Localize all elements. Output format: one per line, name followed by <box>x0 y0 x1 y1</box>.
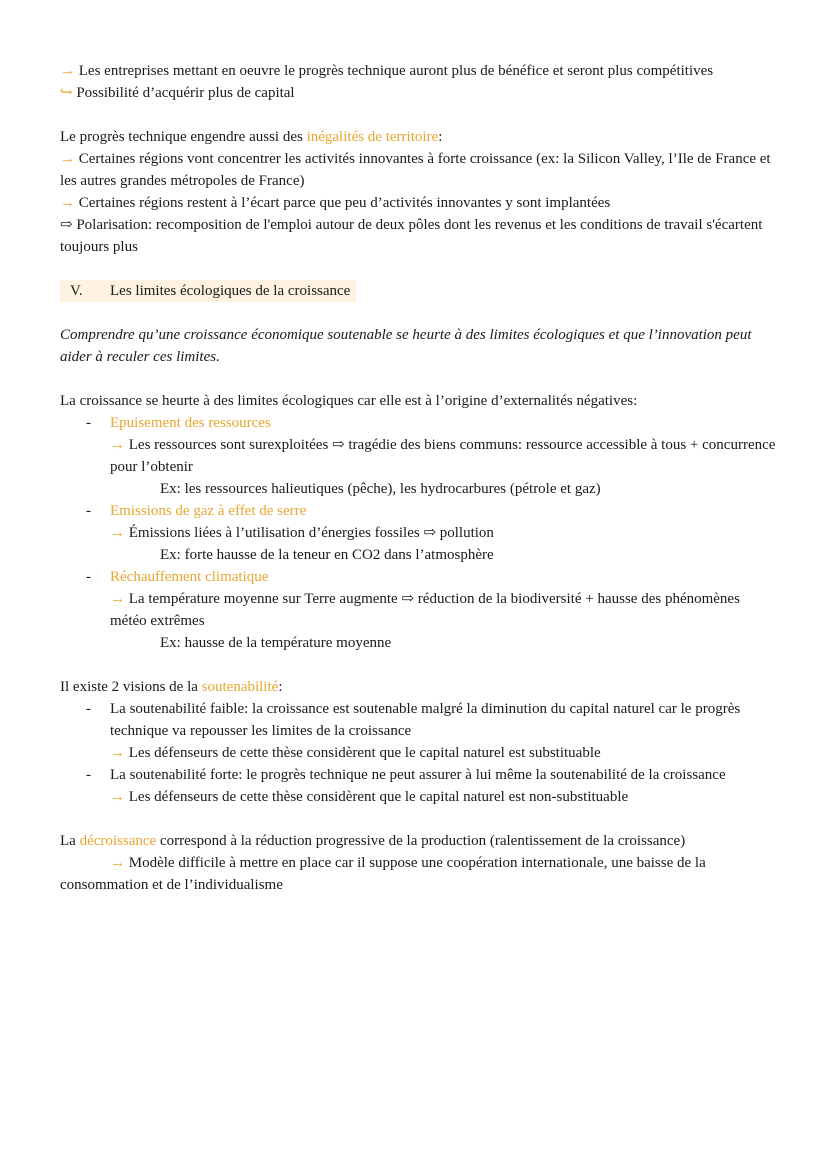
list-item <box>60 698 780 764</box>
highlight-term: décroissance <box>79 833 157 849</box>
arrow-icon: → <box>60 63 75 79</box>
arrow-icon: → <box>110 591 125 607</box>
list-item-detail: → Émissions liées à l’utilisation d’énergies fossiles ⇨ pollution <box>110 525 494 541</box>
objective-text: Comprendre qu’une croissance économique soutenable se heurte à des limites écologiques et que l’innovation peut aider à reculer ces limites. <box>60 327 752 365</box>
dash-bullet: - <box>86 767 91 783</box>
highlight-term: soutenabilité <box>201 679 279 695</box>
list-item-detail: → La température moyenne sur Terre augmente ⇨ réduction de la biodiversité + hausse des phénomènes météo extrêmes <box>110 591 740 629</box>
list-item-detail: → Les ressources sont surexploitées ⇨ tragédie des biens communs: ressource accessible à tous + concurrence pour l’obtenir <box>110 437 776 475</box>
implies-arrow-icon: ⇨ <box>423 525 437 541</box>
list-item-title: Emissions de gaz à effet de serre <box>110 503 307 519</box>
list-item-example: Ex: hausse de la température moyenne <box>160 635 392 651</box>
list-item-text: La soutenabilité forte: le progrès technique ne peut assurer à lui même la soutenabilité de la croissance <box>110 767 726 783</box>
arrow-icon: → <box>60 195 75 211</box>
limites-intro: La croissance se heurte à des limites écologiques car elle est à l’origine d’externalités négatives: <box>60 393 638 409</box>
list-item <box>60 500 780 566</box>
soutenabilite-intro: Il existe 2 visions de la soutenabilité: <box>60 679 283 695</box>
dash-bullet: - <box>86 415 91 431</box>
dash-bullet: - <box>86 701 91 717</box>
decroissance-paragraph: La décroissance correspond à la réduction progressive de la production (ralentissement de la croissance) <box>60 833 686 849</box>
arrow-icon: → <box>110 437 125 453</box>
decroissance-detail: → Modèle difficile à mettre en place car il suppose une coopération internationale, une baisse de la consommation et de l’individualisme <box>60 855 706 893</box>
implies-arrow-icon: ⇨ <box>332 437 345 453</box>
list-item-text: La soutenabilité faible: la croissance est soutenable malgré la diminution du capital naturel car le progrès technique va repousser les limites de la croissance <box>110 701 741 739</box>
implies-arrow-icon: ⇨ <box>60 217 73 233</box>
text-line: ⇨ Polarisation: recomposition de l'emploi autour de deux pôles dont les revenus et les conditions de travail s'écartent toujours plus <box>60 217 763 255</box>
list-item <box>60 412 780 500</box>
section-number: V. <box>70 283 83 299</box>
hook-arrow-icon: ↪ <box>60 85 73 101</box>
arrow-icon: → <box>110 745 125 761</box>
list-item <box>60 764 780 808</box>
section-title: Les limites écologiques de la croissance <box>110 283 351 299</box>
arrow-icon: → <box>60 151 75 167</box>
list-item <box>60 566 780 654</box>
dash-bullet: - <box>86 569 91 585</box>
list-item-title: Réchauffement climatique <box>110 569 269 585</box>
text-line: ↪ Possibilité d’acquérir plus de capital <box>60 85 295 101</box>
implies-arrow-icon: ⇨ <box>401 591 415 607</box>
dash-bullet: - <box>86 503 91 519</box>
arrow-icon: → <box>110 525 125 541</box>
arrow-icon: → <box>110 855 125 871</box>
list-item-example: Ex: les ressources halieutiques (pêche), les hydrocarbures (pétrole et gaz) <box>160 481 601 497</box>
text-line: → Certaines régions restent à l’écart parce que peu d’activités innovantes y sont implantées <box>60 195 611 211</box>
paragraph-inegalites: Le progrès technique engendre aussi des inégalités de territoire: <box>60 129 443 145</box>
text-line: → Certaines régions vont concentrer les activités innovantes à forte croissance (ex: la Silicon Valley, l’Ile de France et les autres grandes métropoles de France) <box>60 151 771 189</box>
section-heading <box>60 280 780 302</box>
text-line: → Les entreprises mettant en oeuvre le progrès technique auront plus de bénéfice et seront plus compétitives <box>60 63 714 79</box>
list-item-example: Ex: forte hausse de la teneur en CO2 dans l’atmosphère <box>160 547 494 563</box>
document-page <box>60 60 780 896</box>
list-item-detail: → Les défenseurs de cette thèse considèrent que le capital naturel est non-substituable <box>110 789 629 805</box>
list-item-detail: → Les défenseurs de cette thèse considèrent que le capital naturel est substituable <box>110 745 601 761</box>
highlight-term: inégalités de territoire <box>306 129 439 145</box>
arrow-icon: → <box>110 789 125 805</box>
list-item-title: Epuisement des ressources <box>110 415 271 431</box>
